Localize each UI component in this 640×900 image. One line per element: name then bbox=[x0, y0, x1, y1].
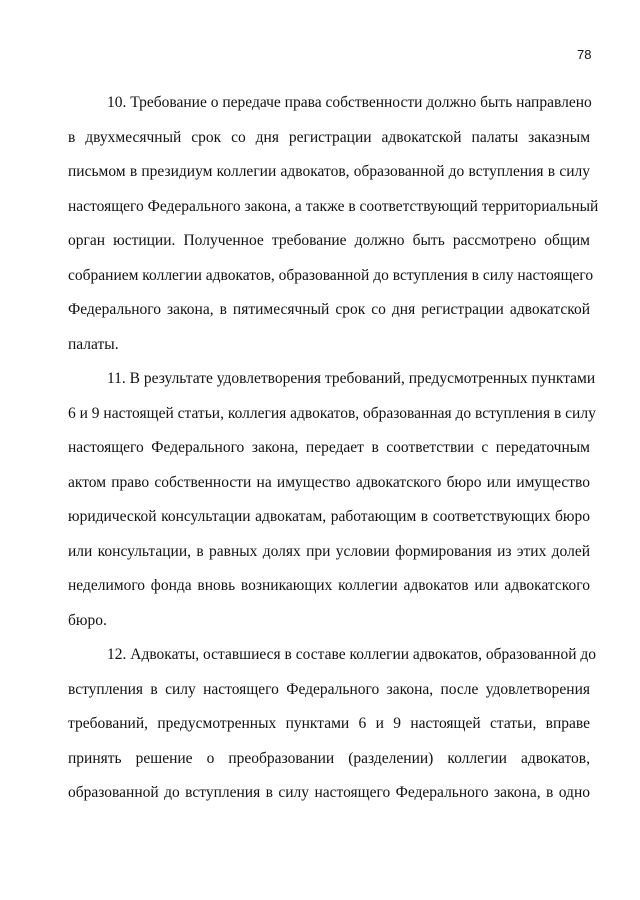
text-line: 11. В результате удовлетворения требований, предусмотренных пунктами bbox=[107, 370, 596, 387]
text-line: настоящего Федерального закона, передает в соответствии с передаточным bbox=[68, 439, 590, 456]
text-line: 12. Адвокаты, оставшиеся в составе коллегии адвокатов, образованной до bbox=[107, 646, 597, 663]
document-body bbox=[68, 86, 599, 811]
text-line: бюро. bbox=[68, 611, 107, 629]
text-line: или консультации, в равных долях при условии формирования из этих долей bbox=[68, 542, 590, 560]
text-line: орган юстиции. Полученное требование должно быть рассмотрено общим bbox=[68, 232, 590, 249]
paragraph-11 bbox=[68, 362, 596, 638]
page-number: 78 bbox=[577, 47, 592, 62]
text-line: 10. Требование о передаче права собственности должно быть направлено bbox=[107, 94, 592, 111]
text-line: неделимого фонда вновь возникающих коллегии адвокатов или адвокатского bbox=[68, 577, 590, 594]
text-line: вступления в силу настоящего Федерального закона, после удовлетворения bbox=[68, 680, 590, 698]
text-line: юридической консультации адвокатам, работающим в соответствующих бюро bbox=[68, 508, 590, 525]
text-line: настоящего Федерального закона, а также в соответствующий территориальный bbox=[68, 197, 599, 215]
paragraph-12 bbox=[68, 638, 597, 811]
text-line: принять решение о преобразовании (разделении) коллегии адвокатов, bbox=[68, 749, 590, 767]
text-line: требований, предусмотренных пунктами 6 и 9 настоящей статьи, вправе bbox=[68, 715, 590, 732]
text-line: образованной до вступления в силу настоящего Федерального закона, в одно bbox=[68, 784, 590, 801]
text-line: собранием коллегии адвокатов, образованной до вступления в силу настоящего bbox=[68, 266, 594, 284]
text-line: Федерального закона, в пятимесячный срок со дня регистрации адвокатской bbox=[68, 301, 590, 318]
paragraph-10 bbox=[68, 86, 599, 362]
text-line: в двухмесячный срок со дня регистрации адвокатской палаты заказным bbox=[68, 128, 590, 146]
text-line: актом право собственности на имущество адвокатского бюро или имущество bbox=[68, 473, 590, 491]
text-line: палаты. bbox=[68, 335, 119, 353]
text-line: письмом в президиум коллегии адвокатов, образованной до вступления в силу bbox=[68, 163, 590, 180]
text-line: 6 и 9 настоящей статьи, коллегия адвокатов, образованная до вступления в силу bbox=[68, 404, 596, 422]
